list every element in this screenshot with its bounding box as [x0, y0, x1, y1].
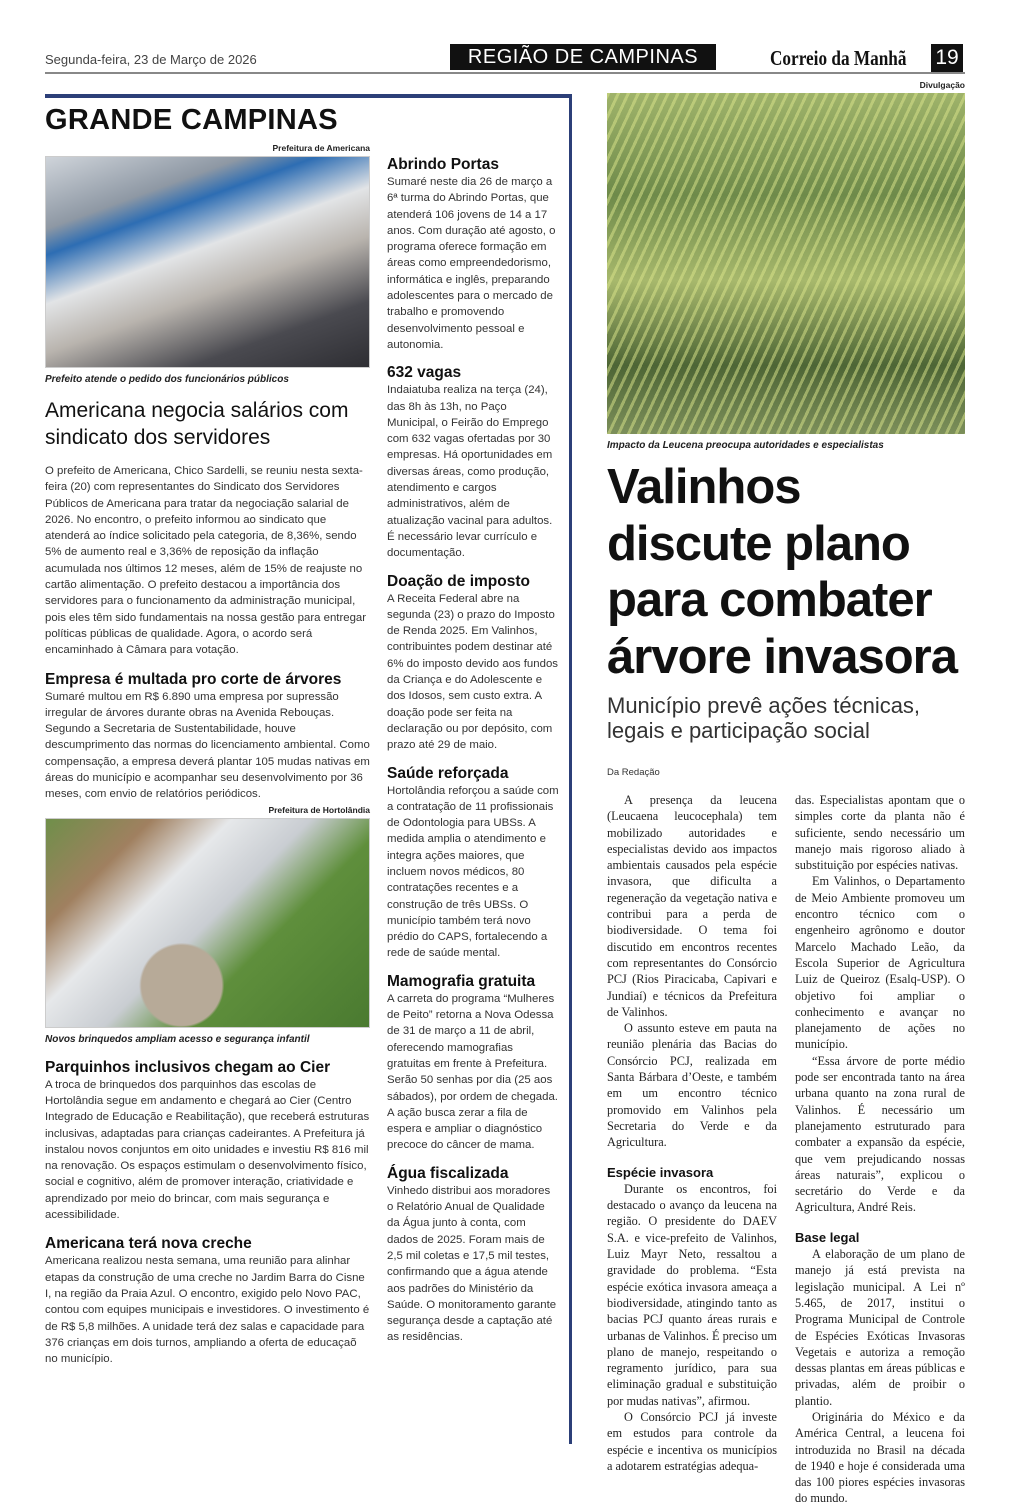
- photo-credit: Prefeitura de Americana: [272, 143, 370, 153]
- body-column-1: [607, 792, 777, 1507]
- crosshead: Espécie invasora: [607, 1164, 714, 1180]
- main-headline: Valinhos discute plano para combater árvore invasora: [607, 460, 957, 684]
- section-frame-right: [569, 94, 572, 1444]
- issue-date: Segunda-feira, 23 de Março de 2026: [45, 52, 257, 67]
- article-headline: Americana negocia salários com sindicato dos servidores: [45, 399, 349, 449]
- paragraph: “Essa árvore de porte médio pode ser encontrada tanto na área urbana quanto na zona rural de Valinhos. É necessário um planejamento estruturado para combater a expansão da espécie, que vem prejudicando nossas áreas naturais”, explicou o secretário do Verde e da Agricultura, André Reis.: [795, 1053, 965, 1215]
- playground-aerial-photo: [45, 818, 370, 1028]
- brief-body: Sumaré neste dia 26 de março a 6ª turma do Abrindo Portas, que atenderá 106 jovens de 14 a 17 anos. Com duração até agosto, o programa oferece formação em áreas como empreendedorismo, informática e inglês, preparando adolescentes para o mercado de trabalho e promovendo desenvolvimento pessoal e autonomia.: [387, 176, 556, 351]
- brief-title: Mamografia gratuita: [387, 972, 536, 990]
- paragraph: A presença da leucena (Leucaena leucocephala) tem mobilizado autoridades e especialistas devido aos impactos ambientais causados pela espécie invasora, que dificulta a regeneração da vegetação nativa e contribui para a perda de biodiversidade. O tema foi discutido em encontros recentes com representantes do Consórcio PCJ (Rios Piracicaba, Capivari e Jundiaí) e técnicos da Prefeitura de Valinhos.: [607, 793, 777, 1019]
- brief-title: Doação de imposto: [387, 572, 530, 590]
- section-frame-top: [45, 94, 572, 98]
- brief-body: A Receita Federal abre na segunda (23) o prazo do Imposto de Renda 2025. Em Valinhos, contribuintes podem destinar até 6% do imposto devido aos fundos da Criança e do Adolescente e dos Idosos, sem custo extra. A doação pode ser feita na declaração ou por depósito, com prazo até 29 de maio.: [387, 592, 558, 752]
- photo-caption: Novos brinquedos ampliam acesso e segurança infantil: [45, 1033, 310, 1045]
- body-column-2: [795, 792, 965, 1507]
- article-body: Sumaré multou em R$ 6.890 uma empresa por supressão irregular de árvores durante obras na Avenida Rebouças. Segundo a Secretaria de Sustentabilidade, houve descumprimento das normas do licenciamento ambiental. Como compensação, a empresa deverá plantar 105 mudas nativas em áreas do município e acompanhar seu desenvolvimento por 36 meses, com envio de relatórios periódicos.: [45, 690, 370, 801]
- section-kicker: GRANDE CAMPINAS: [45, 104, 338, 136]
- paragraph: A elaboração de um plano de manejo já está prevista na legislação municipal. A Lei nº 5.465, de 2017, institui o Programa Municipal de Controle de Espécies Exóticas Invasoras Vegetais e autoriza a remoção dessas plantas em áreas públicas e privadas, além de proibir o plantio.: [795, 1247, 965, 1408]
- page-number: 19: [931, 44, 963, 72]
- article-body-columns: [607, 792, 965, 1507]
- article-subheadline: Empresa é multada pro corte de árvores: [45, 670, 342, 688]
- paragraph: Originária do México e da América Central, a leucena foi introduzida no Brasil na década de 1940 e hoje é considerada uma das 100 piores espécies invasoras do mundo.: [795, 1409, 965, 1506]
- section-title: REGIÃO DE CAMPINAS: [450, 44, 716, 70]
- meeting-photo: [45, 156, 370, 368]
- newspaper-logo: Correio da Manhã: [770, 46, 907, 70]
- header-divider: [45, 72, 965, 74]
- paragraph: Durante os encontros, foi destacado o avanço da leucena na região. O presidente do DAEV S.A. e vice-prefeito de Valinhos, Luiz Mayr Neto, ressaltou a gravidade do problema. “Esta espécie exótica invasora ameaça a biodiversidade, atingindo tanto as bacias PCJ quanto áreas rurais e urbanas de Valinhos. É preciso um plano de manejo, respeitando o regramento jurídico, para sua eliminação gradual e substituição por mudas nativas”, afirmou.: [607, 1181, 777, 1408]
- brief-body: Vinhedo distribui aos moradores o Relatório Anual de Qualidade da Água junto à conta, com dados de 2025. Foram mais de 2,5 mil coletas e 17,5 mil testes, confirmando que a água atende aos padrões do Ministério da Saúde. O monitoramento garante segurança desde a captação até as residências.: [387, 1184, 557, 1344]
- brief-title: Abrindo Portas: [387, 156, 499, 173]
- photo-credit: Prefeitura de Hortolândia: [268, 804, 370, 815]
- main-article: [607, 80, 965, 1507]
- left-column: [45, 104, 370, 1367]
- photo-credit: Divulgação: [919, 80, 965, 90]
- briefs-column: [387, 155, 559, 1346]
- article-body: A troca de brinquedos dos parquinhos das escolas de Hortolândia segue em andamento e chegará ao Cier (Centro Integrado de Educação e Reabilitação), que receberá estruturas inclusivas, adaptadas para crianças cadeirantes. A Prefeitura já instalou novos conjuntos em oito unidades e investiu R$ 816 mil na renovação. Os espaços estimulam o desenvolvimento físico, social e cognitivo, além de promover interação, criatividade e aprendizado por meio do brincar, com mais segurança e acessibilidade.: [45, 1078, 370, 1222]
- brief-title: 632 vagas: [387, 364, 462, 382]
- crosshead: Base legal: [795, 1229, 860, 1245]
- brief-title: Água fiscalizada: [387, 1164, 509, 1182]
- article-body: Americana realizou nesta semana, uma reunião para alinhar etapas da construção de uma creche no Jardim Barra do Cisne I, na região da Praia Azul. O encontro, exigido pelo Novo PAC, contou com equipes municipais e investidores. O investimento é de R$ 5,8 milhões. A unidade terá dez salas e capacidade para 376 crianças em dois turnos, ampliando a oferta de educaçaõ no município.: [45, 1255, 370, 1366]
- article-deck: Município prevê ações técnicas, legais e participação social: [607, 693, 921, 743]
- brief-body: Indaiatuba realiza na terça (24), das 8h às 13h, no Paço Municipal, o Feirão do Emprego com 632 vagas ofertadas por 30 empresas. Há oportunidades em diversas áreas, como produção, atendimento e cargos administrativos, além de atualização vacinal para adultos. É necessário levar currículo e documentação.: [387, 384, 553, 560]
- byline: Da Redação: [607, 767, 660, 778]
- paragraph: Em Valinhos, o Departamento de Meio Ambiente promoveu um encontro técnico com o engenheiro agrônomo e doutor Marcelo Machado Leão, da Escola Superior de Agricultura Luiz de Queiroz (Esalq-USP). O objetivo foi ampliar o conhecimento e avançar no planejamento de ações no município.: [795, 874, 965, 1052]
- brief-body: Hortolândia reforçou a saúde com a contratação de 11 profissionais de Odontologia para UBSs. A medida amplia o atendimento e integra ações maiores, que incluem novos médicos, 80 contratações recentes e a construção de três UBSs. O município também terá novo prédio do CAPS, fortalecendo a rede de saúde mental.: [387, 784, 559, 960]
- photo-caption: Prefeito atende o pedido dos funcionários públicos: [45, 374, 289, 385]
- paragraph: O Consórcio PCJ já investe em estudos para controle da espécie e incentiva os municípios a adotarem estratégias adequa-: [607, 1409, 777, 1473]
- paragraph: das. Especialistas apontam que o simples corte da planta não é suficiente, sendo necessário um manejo mais rigoroso aliado à substituição por espécies nativas.: [795, 793, 965, 873]
- article-body: O prefeito de Americana, Chico Sardelli, se reuniu nesta sexta-feira (20) com representantes do Sindicato dos Servidores Públicos de Americana para tratar da negociação salarial de 2026. No encontro, o prefeito informou ao sindicato que atenderá ao índice solicitado pela categoria, de 8,36%, sendo 5% de aumento real e 3,36% de reposição da inflação acumulada nos últimos 12 meses, além de 15% de reajuste no cartão alimentação. O prefeito destacou a importância dos servidores para o funcionamento da administração municipal, pois eles têm sido fundamentais na nossa gestão para entregar políticas públicas de qualidade. Agora, o acordo será encaminhado à Câmara para votação.: [45, 465, 367, 657]
- article-subheadline: Parquinhos inclusivos chegam ao Cier: [45, 1058, 331, 1076]
- paragraph: O assunto esteve em pauta na reunião plenária das Bacias do Consórcio PCJ, realizada em Santa Bárbara d’Oeste, e também em um encontro técnico promovido em Valinhos pela Secretaria do Verde e da Agricultura.: [607, 1021, 777, 1150]
- brief-body: A carreta do programa “Mulheres de Peito” retorna a Nova Odessa de 31 de março a 11 de abril, oferecendo mamografias gratuitas em frente à Prefeitura. Serão 50 senhas por dia (25 aos sábados), por ordem de chegada. A ação busca zerar a fila de espera e ampliar o diagnóstico precoce do câncer de mama.: [387, 992, 558, 1152]
- photo-caption: Impacto da Leucena preocupa autoridades e especialistas: [607, 440, 884, 451]
- leucena-tree-photo: [607, 93, 965, 434]
- article-subheadline: Americana terá nova creche: [45, 1235, 252, 1253]
- brief-title: Saúde reforçada: [387, 764, 509, 782]
